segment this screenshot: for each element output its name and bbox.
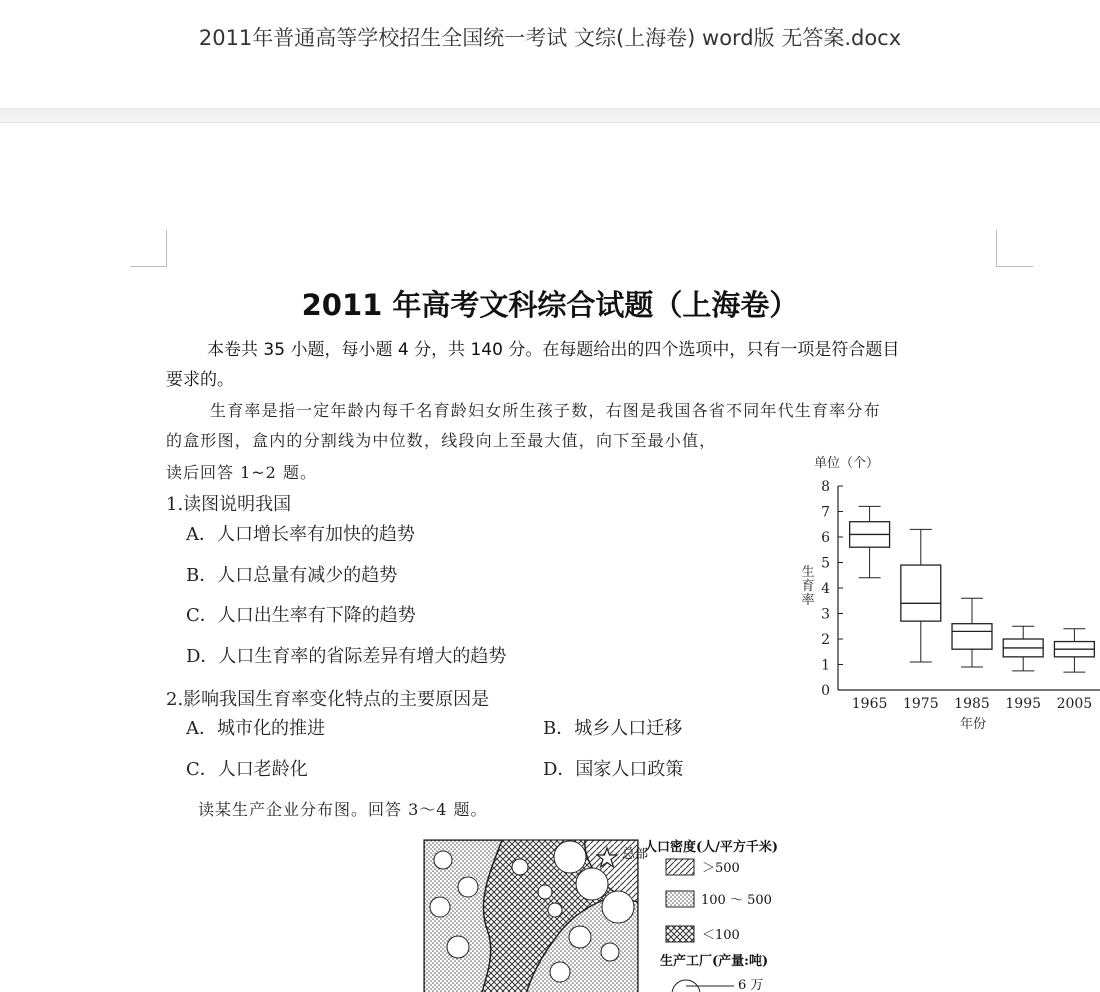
intro-line-2: 要求的。 [166, 370, 234, 390]
chart-x-tick-label: 2005 [1056, 696, 1093, 712]
box-1985 [952, 624, 992, 650]
enterprise-distribution-map [410, 832, 810, 992]
q1-option-d: D．人口生育率的省际差异有增大的趋势 [186, 646, 507, 667]
passage-line-2: 的盒形图，盒内的分割线为中位数，线段向上至最大值，向下至最小值， [166, 431, 717, 450]
q1-option-c: C．人口出生率有下降的趋势 [186, 605, 416, 626]
exam-title: 2011 年高考文科综合试题（上海卷） [301, 288, 799, 322]
chart-y-tick-label: 2 [821, 632, 830, 648]
chart-x-label: 年份 [959, 717, 987, 732]
q2-option-d: D．国家人口政策 [543, 759, 684, 780]
chart-y-tick-label: 5 [821, 555, 830, 572]
legend-title: 人口密度(人/平方千米) [644, 840, 779, 855]
q1-option-b: B．人口总量有减少的趋势 [186, 565, 398, 586]
document-filename: 2011年普通高等学校招生全国统一考试 文综(上海卷) word版 无答案.docx [198, 26, 902, 50]
crop-mark-right [996, 230, 1033, 267]
passage-line-1: 生育率是指一定年龄内每千名育龄妇女所生孩子数，右图是我国各省不同年代生育率分布 [210, 401, 881, 420]
chart-y-label: 生育率 [801, 565, 815, 608]
passage-2: 读某生产企业分布图。回答 3～4 题。 [198, 800, 488, 819]
chart-y-tick-label: 8 [821, 479, 830, 495]
q2-stem: 2.影响我国生育率变化特点的主要原因是 [166, 689, 490, 710]
legend-label-high: ＞500 [702, 861, 740, 876]
passage-line-3: 读后回答 1~2 题。 [166, 463, 317, 482]
q1-stem: 1.读图说明我国 [166, 494, 292, 515]
chart-x-tick-label: 1995 [1005, 696, 1042, 712]
chart-y-tick-label: 0 [821, 683, 830, 699]
legend-swatch-high [666, 859, 694, 875]
title-bar [0, 0, 1100, 108]
q2-option-c: C．人口老龄化 [186, 759, 308, 780]
headquarters-label: 总部 [622, 847, 649, 862]
q2-option-b: B．城乡人口迁移 [543, 718, 683, 739]
chart-x-tick-label: 1975 [902, 696, 939, 712]
crop-mark-left [130, 230, 167, 267]
chart-unit-label: 单位（个） [814, 456, 880, 471]
chart-y-tick-label: 7 [821, 504, 830, 521]
chart-y-tick-label: 4 [821, 581, 830, 597]
chart-x-tick-label: 1985 [954, 696, 990, 712]
chart-y-tick-label: 1 [821, 657, 830, 674]
legend-label-mid: 100 ～ 500 [701, 893, 772, 908]
toolbar-separator [0, 108, 1100, 123]
chart-y-tick-label: 3 [821, 606, 830, 623]
q1-option-a: A．人口增长率有加快的趋势 [186, 524, 415, 545]
chart-x-tick-label: 1965 [851, 696, 888, 712]
legend-swatch-low [666, 926, 694, 942]
box-1975 [901, 565, 941, 621]
q2-option-a: A．城市化的推进 [186, 718, 325, 739]
chart-y-tick-label: 6 [821, 530, 830, 546]
fertility-boxplot-chart [786, 450, 1100, 740]
factory-size-label: 6 万 [738, 978, 764, 992]
intro-line-1: 本卷共 35 小题，每小题 4 分，共 140 分。在每题给出的四个选项中，只有一项是符合题目 [207, 340, 900, 360]
legend-label-low: ＜100 [702, 928, 740, 943]
factory-legend-title: 生产工厂(产量:吨) [660, 954, 769, 969]
legend-swatch-mid [666, 891, 694, 907]
